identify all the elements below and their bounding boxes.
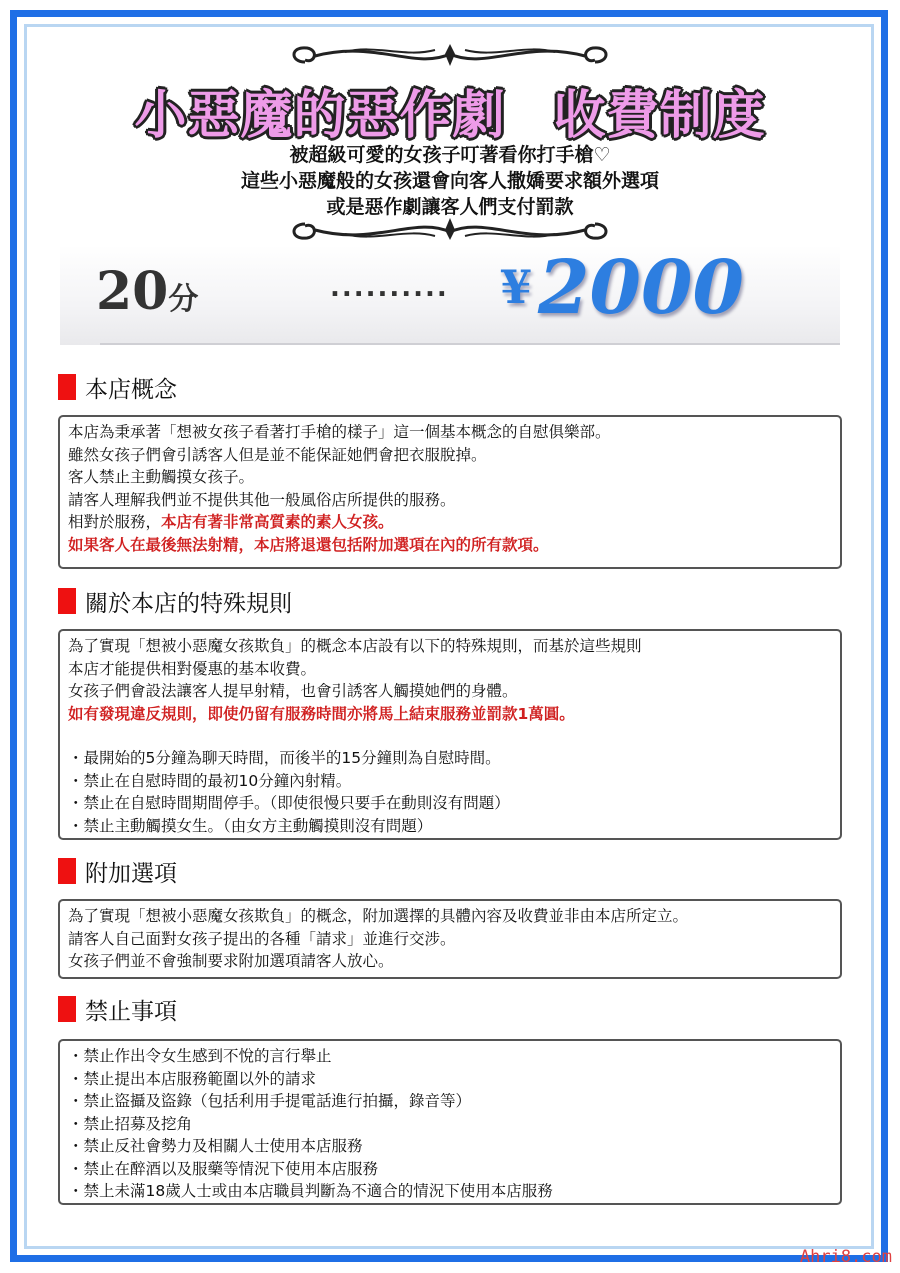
text-line: 請客人理解我們並不提供其他一般風俗店所提供的服務。 — [68, 490, 456, 509]
text-line: 為了實現「想被小惡魔女孩欺負」的概念本店設有以下的特殊規則，而基於這些規則 — [68, 637, 642, 655]
list-item: ・禁止提出本店服務範圍以外的請求 — [68, 1069, 317, 1088]
concept-box — [58, 415, 842, 569]
dotted-leader: .......... — [330, 273, 449, 303]
section-heading-options — [58, 857, 177, 885]
text-line: 客人禁止主動觸摸女孩子。 — [68, 468, 255, 486]
text-line: 為了實現「想被小惡魔女孩欺負」的概念，附加選擇的具體內容及收費並非由本店所定立。 — [68, 907, 689, 925]
spacer — [68, 725, 832, 747]
options-box — [58, 899, 842, 979]
subtitle-line-3: 或是惡作劇讓客人們支付罰款 — [326, 196, 574, 218]
text-line — [68, 511, 832, 534]
list-item: ・禁止盜攝及盜錄（包括利用手提電話進行拍攝，錄音等） — [68, 1092, 472, 1110]
highlight-text: 如有發現違反規則，即使仍留有服務時間亦將馬上結束服務並罰款1萬圓。 — [68, 704, 575, 723]
text-line: 女孩子們並不會強制要求附加選項請客人放心。 — [68, 952, 394, 970]
duration-minutes: 20 — [96, 261, 169, 322]
currency-symbol: ¥ — [500, 260, 533, 314]
rules-box — [58, 629, 842, 840]
section-heading-rules — [58, 587, 292, 615]
duration-label — [96, 261, 198, 322]
list-item: ・禁止反社會勢力及相關人士使用本店服務 — [68, 1137, 363, 1155]
text-line — [68, 534, 832, 557]
title-part-2: 收費制度 — [553, 85, 766, 146]
text-line: 請客人自己面對女孩子提出的各種「請求」並進行交涉。 — [68, 929, 456, 948]
highlight-text: 如果客人在最後無法射精，本店將退還包括附加選項在內的所有款項。 — [68, 535, 549, 554]
subtitle-line-2: 這些小惡魔般的女孩還會向客人撒嬌要求額外選項 — [240, 170, 659, 192]
text-line: 女孩子們會設法讓客人提早射精，也會引誘客人觸摸她們的身體。 — [68, 682, 518, 700]
section-title: 本店概念 — [85, 376, 177, 403]
list-item: ・禁止主動觸摸女生。（由女方主動觸摸則沒有問題） — [68, 816, 433, 835]
section-title: 禁止事項 — [85, 998, 177, 1025]
red-bullet-icon — [58, 996, 76, 1022]
red-bullet-icon — [58, 374, 76, 400]
text-segment: 相對於服務， — [68, 513, 162, 531]
section-heading-concept — [58, 373, 177, 401]
text-line: 本店才能提供相對優惠的基本收費。 — [68, 659, 317, 678]
red-bullet-icon — [58, 858, 76, 884]
list-item: ・禁上未滿18歲人士或由本店職員判斷為不適合的情況下使用本店服務 — [68, 1182, 553, 1200]
list-item: ・禁止在醉酒以及服藥等情況下使用本店服務 — [68, 1159, 379, 1178]
ornament-scroll-top-icon — [285, 40, 615, 74]
ornament-scroll-bottom-icon — [285, 210, 615, 244]
list-item: ・禁止在自慰時間期間停手。（即使很慢只要手在動則沒有問題） — [68, 794, 510, 812]
section-title: 關於本店的特殊規則 — [85, 590, 292, 617]
section-heading-prohibited — [58, 995, 177, 1023]
section-title: 附加選項 — [85, 860, 177, 887]
list-item: ・最開始的5分鐘為聊天時間，而後半的15分鐘則為自慰時間。 — [68, 749, 501, 767]
red-bullet-icon — [58, 588, 76, 614]
watermark: Ahri8.com — [799, 1247, 892, 1267]
text-line: 本店為秉承著「想被女孩子看著打手槍的樣子」這一個基本概念的自慰俱樂部。 — [68, 423, 611, 441]
text-line — [68, 703, 832, 726]
list-item: ・禁止在自慰時間的最初10分鐘內射精。 — [68, 771, 352, 790]
duration-unit: 分 — [168, 282, 199, 317]
page-title — [0, 73, 900, 148]
highlight-text: 本店有著非常高質素的素人女孩。 — [161, 513, 394, 531]
price-label — [500, 245, 744, 331]
price-amount: 2000 — [538, 245, 744, 331]
title-part-1: 小惡魔的惡作劇 — [134, 85, 506, 146]
list-item: ・禁止作出令女生感到不悅的言行舉止 — [68, 1047, 332, 1065]
price-row — [60, 245, 840, 345]
subtitle-line-1: 被超級可愛的女孩子叮著看你打手槍♡ — [289, 144, 611, 166]
list-item: ・禁止招募及挖角 — [68, 1114, 193, 1133]
text-line: 雖然女孩子們會引誘客人但是並不能保証她們會把衣服脫掉。 — [68, 445, 487, 464]
prohibited-box — [58, 1039, 842, 1205]
